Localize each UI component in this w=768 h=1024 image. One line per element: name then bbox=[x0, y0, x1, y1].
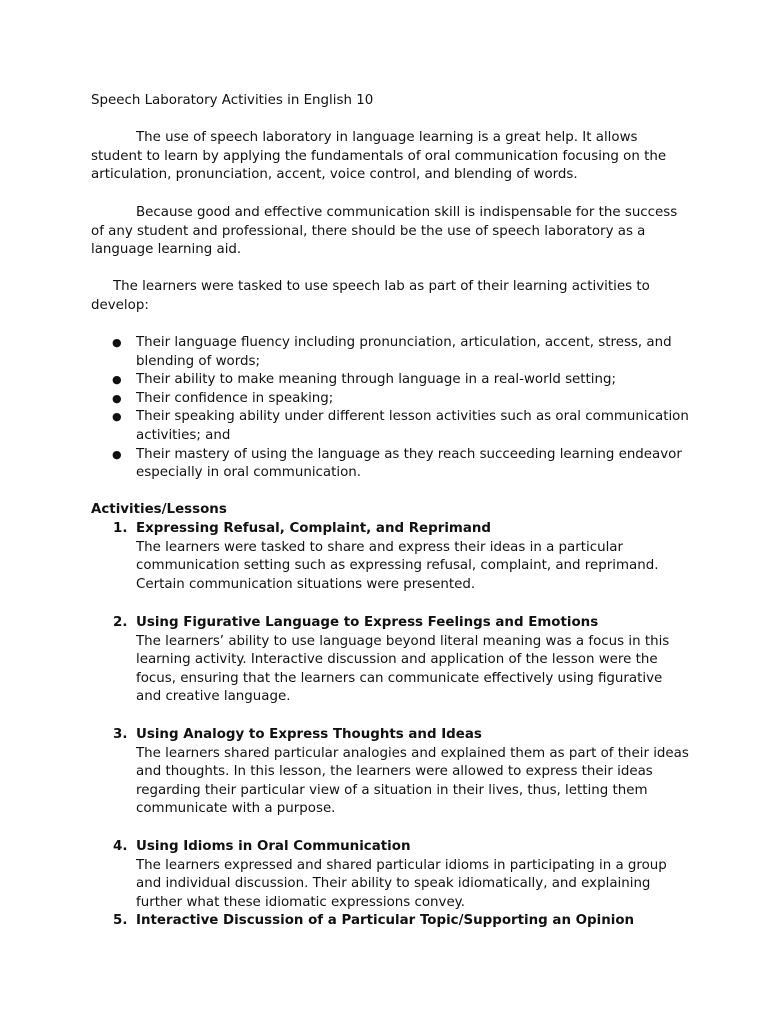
paragraph-learners-tasked: The learners were tasked to use speech lab as part of their learning activities to develop: bbox=[91, 279, 650, 313]
skills-bullet-list bbox=[91, 334, 691, 483]
activity-item bbox=[91, 520, 691, 594]
bullet-text: Their language fluency including pronunciation, articulation, accent, stress, and blending of words; bbox=[136, 335, 672, 369]
activity-number: 2. bbox=[113, 615, 128, 630]
activity-description: The learners expressed and shared particular idioms in participating in a group and individual discussion. Their ability to speak idiomatically, and explaining further what these idiomatic expressions convey. bbox=[136, 857, 667, 910]
activity-heading: Using Idioms in Oral Communication bbox=[136, 839, 411, 854]
activity-heading: Using Figurative Language to Express Feelings and Emotions bbox=[136, 615, 599, 630]
activity-item bbox=[91, 912, 691, 931]
activity-number: 3. bbox=[113, 727, 128, 742]
bullet-text: Their confidence in speaking; bbox=[136, 390, 334, 406]
activity-item bbox=[91, 726, 691, 819]
activity-heading: Using Analogy to Express Thoughts and Ideas bbox=[136, 727, 482, 742]
bullet-icon: ● bbox=[112, 410, 122, 424]
bullet-icon: ● bbox=[112, 391, 122, 405]
bullet-item bbox=[91, 446, 691, 483]
bullet-text: Their speaking ability under different lesson activities such as oral communication activities; and bbox=[136, 409, 689, 443]
document-title: Speech Laboratory Activities in English 10 bbox=[91, 93, 374, 108]
activity-description: The learners shared particular analogies and explained them as part of their ideas and thoughts. In this lesson, the learners were allowed to express their ideas regarding their particular view of a situation in their lives, thus, letting them communicate with a purpose. bbox=[136, 745, 689, 817]
bullet-item bbox=[91, 408, 691, 445]
activity-number: 5. bbox=[113, 913, 128, 928]
bullet-item bbox=[91, 390, 691, 409]
bullet-icon: ● bbox=[112, 447, 122, 461]
activity-description: The learners were tasked to share and express their ideas in a particular communication setting such as expressing refusal, complaint, and reprimand. Certain communication situations were presented. bbox=[136, 539, 659, 592]
paragraph-communication: Because good and effective communication skill is indispensable for the success of any student and professional, there should be the use of speech laboratory as a language learning aid. bbox=[91, 205, 678, 258]
activity-number: 4. bbox=[113, 839, 128, 854]
bullet-item bbox=[91, 371, 691, 390]
section-heading-activities: Activities/Lessons bbox=[91, 502, 227, 517]
bullet-icon: ● bbox=[112, 373, 122, 387]
bullet-item bbox=[91, 334, 691, 371]
activity-item bbox=[91, 838, 691, 912]
bullet-text: Their ability to make meaning through language in a real-world setting; bbox=[136, 372, 617, 388]
activity-description: The learners’ ability to use language beyond literal meaning was a focus in this learning activity. Interactive discussion and application of the lesson were the focus, ensuring that the learners can communicate effectively using figurative and creative language. bbox=[136, 633, 670, 705]
activity-number: 1. bbox=[113, 521, 128, 536]
paragraph-intro: The use of speech laboratory in language learning is a great help. It allows student to learn by applying the fundamentals of oral communication focusing on the articulation, pronunciation, accent, voice control, and blending of words. bbox=[91, 130, 667, 183]
activity-heading: Interactive Discussion of a Particular Topic/Supporting an Opinion bbox=[136, 913, 635, 928]
bullet-text: Their mastery of using the language as they reach succeeding learning endeavor especially in oral communication. bbox=[136, 446, 682, 481]
bullet-icon: ● bbox=[112, 336, 122, 349]
activity-heading: Expressing Refusal, Complaint, and Reprimand bbox=[136, 521, 492, 536]
activity-item bbox=[91, 614, 691, 707]
